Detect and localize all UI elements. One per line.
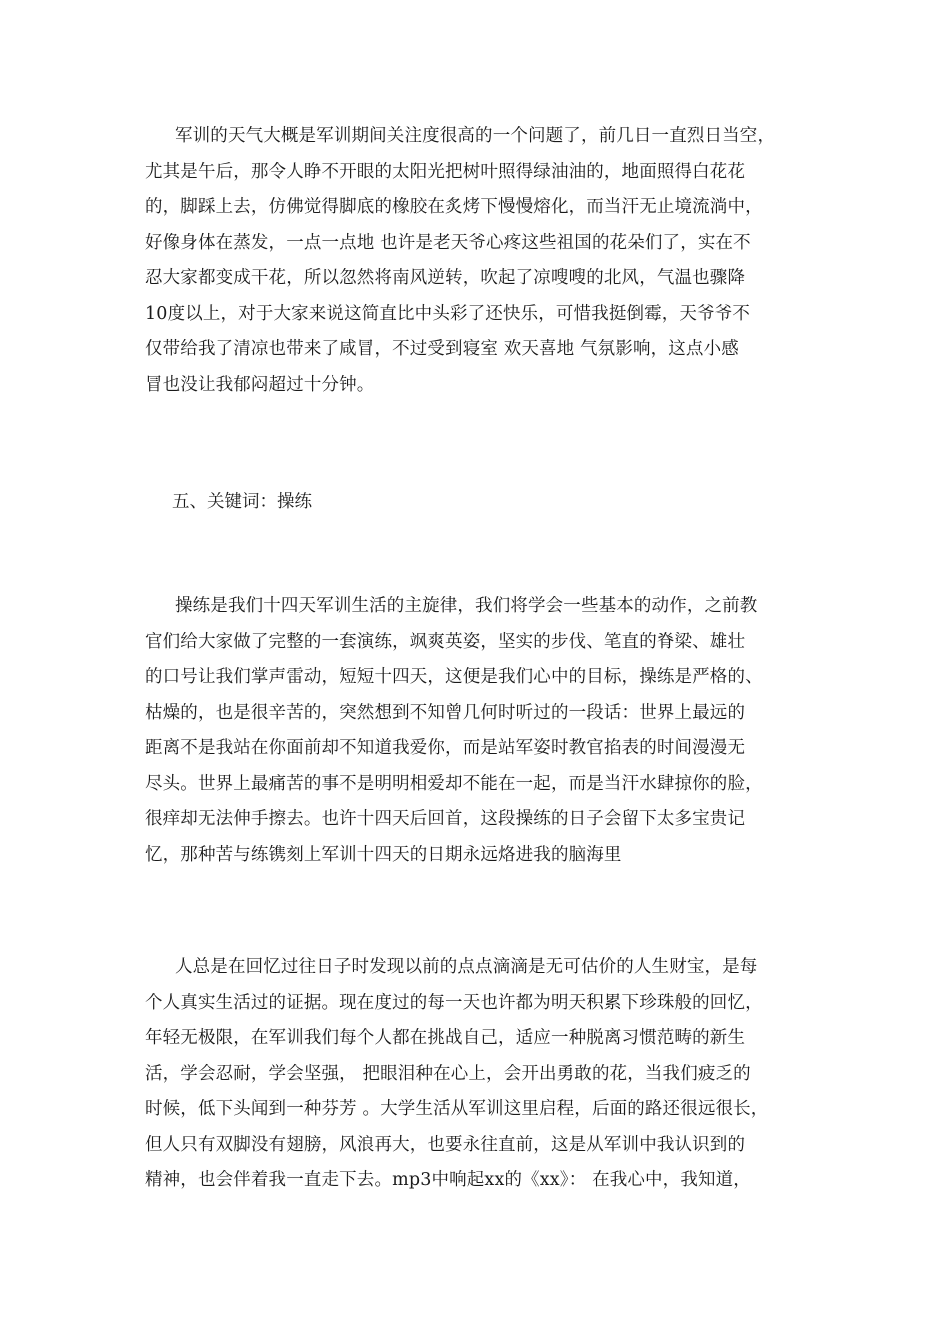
paragraph-line: 的，脚踩上去，仿佛觉得脚底的橡胶在炙烤下慢慢熔化，而当汗无止境流淌中，: [145, 197, 763, 217]
paragraph-line: 活，学会忍耐，学会坚强， 把眼泪种在心上，会开出勇敢的花，当我们疲乏的: [145, 1063, 751, 1084]
paragraph-line: 尽头。世界上最痛苦的事不是明明相爱却不能在一起，而是当汗水肆掠你的脸，: [145, 773, 763, 794]
paragraph-line: 忆，那种苦与练镌刻上军训十四天的日期永远烙进我的脑海里: [145, 844, 622, 865]
paragraph-line: 尤其是午后，那令人睁不开眼的太阳光把树叶照得绿油油的，地面照得白花花: [145, 161, 746, 182]
paragraph-line: 距离不是我站在你面前却不知道我爱你，而是站军姿时教官掐表的时间漫漫无: [145, 738, 746, 758]
paragraph-line: 时候，低下头闻到一种芬芳 。大学生活从军训这里启程，后面的路还很远很长，: [145, 1099, 769, 1119]
paragraph-drill: [145, 589, 805, 873]
paragraph-reflection: [145, 950, 805, 1199]
paragraph-line: 忍大家都变成干花，所以忽然将南风逆转，吹起了凉嗖嗖的北风，气温也骤降: [145, 268, 746, 288]
paragraph-line: 年轻无极限，在军训我们每个人都在挑战自己，适应一种脱离习惯范畴的新生: [145, 1028, 746, 1048]
section-heading: 五、关键词：操练: [172, 492, 312, 512]
paragraph-line: 但人只有双脚没有翅膀，风浪再大，也要永往直前，这是从军训中我认识到的: [145, 1134, 746, 1155]
paragraph-line: 精神，也会伴着我一直走下去。mp3中响起xx的《xx》： 在我心中，我知道，: [145, 1170, 751, 1190]
paragraph-line: 枯燥的，也是很辛苦的，突然想到不知曾几何时听过的一段话：世界上最远的: [145, 702, 746, 723]
paragraph-line: 个人真实生活过的证据。现在度过的每一天也许都为明天积累下珍珠般的回忆，: [145, 992, 763, 1013]
paragraph-line: 人总是在回忆过往日子时发现以前的点点滴滴是无可估价的人生财宝，是每: [175, 957, 758, 977]
paragraph-line: 的口号让我们掌声雷动，短短十四天，这便是我们心中的目标，操练是严格的、: [145, 667, 763, 687]
paragraph-line: 好像身体在蒸发，一点一点地 也许是老天爷心疼这些祖国的花朵们了，实在不: [145, 232, 751, 253]
paragraph-line: 10度以上，对于大家来说这简直比中头彩了还快乐，可惜我挺倒霉，天爷爷不: [145, 303, 751, 324]
paragraph-line: 官们给大家做了完整的一套演练，飒爽英姿，坚实的步伐、笔直的脊梁、雄壮: [145, 631, 746, 652]
paragraph-line: 军训的天气大概是军训期间关注度很高的一个问题了，前几日一直烈日当空，: [175, 126, 776, 146]
paragraph-line: 仅带给我了清凉也带来了咸冒，不过受到寝室 欢天喜地 气氛影响，这点小感: [145, 339, 739, 359]
paragraph-line: 操练是我们十四天军训生活的主旋律，我们将学会一些基本的动作，之前教: [175, 596, 758, 616]
paragraph-weather: [145, 119, 805, 403]
paragraph-line: 冒也没让我郁闷超过十分钟。: [145, 374, 375, 395]
paragraph-line: 很痒却无法伸手擦去。也许十四天后回首，这段操练的日子会留下太多宝贵记: [145, 809, 746, 829]
